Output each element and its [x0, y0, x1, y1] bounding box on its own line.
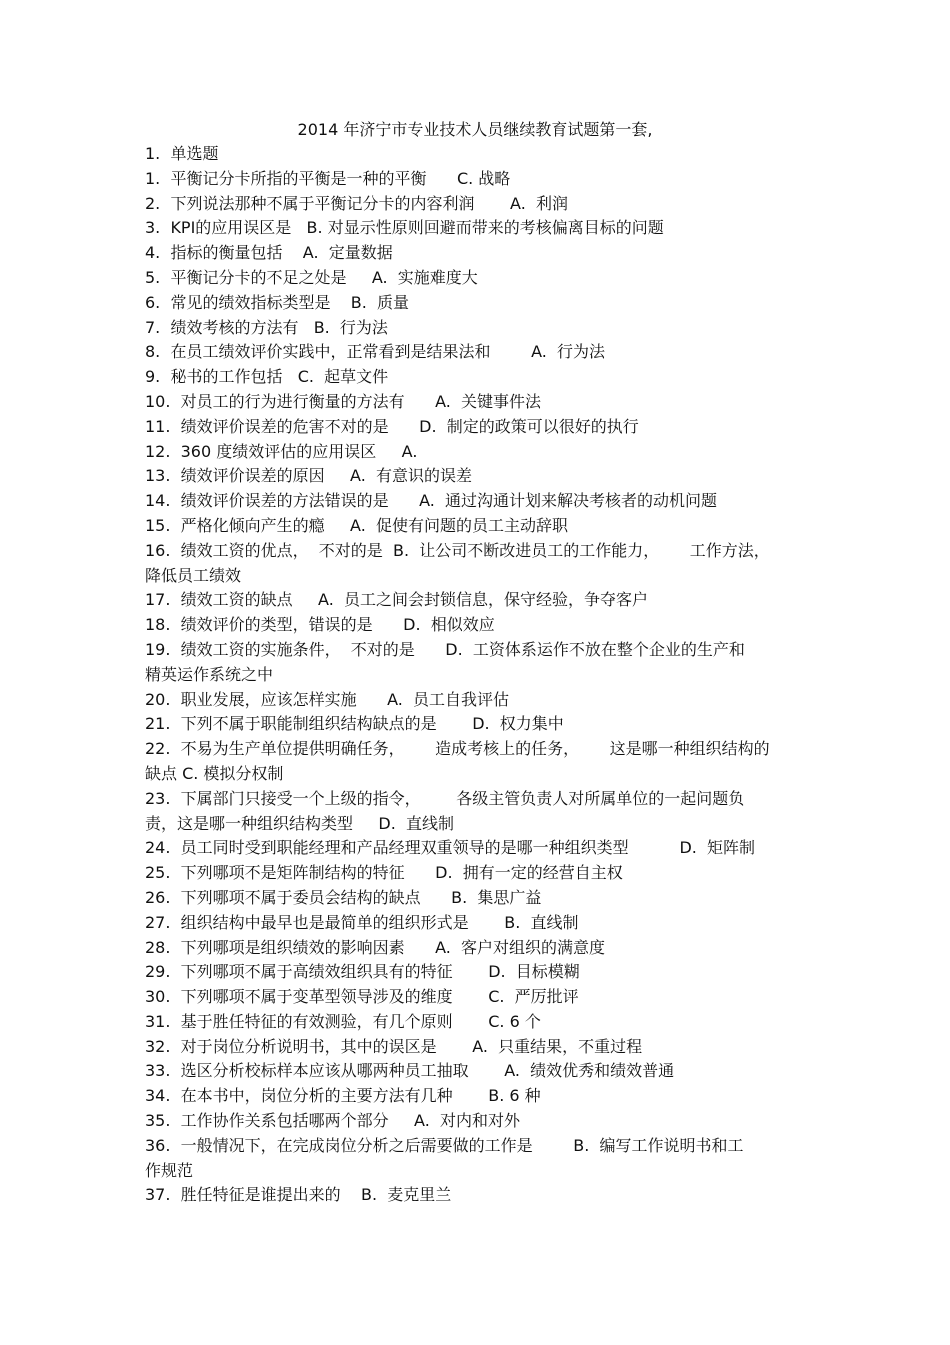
question-line: 37. 胜任特征是谁提出来的 B. 麦克里兰	[145, 1185, 452, 1205]
question-line: 5. 平衡记分卡的不足之处是 A. 实施难度大	[145, 267, 478, 287]
question-line: 30. 下列哪项不属于变革型领导涉及的维度 C. 严厉批评	[145, 987, 579, 1007]
question-line: 17. 绩效工资的缺点 A. 员工之间会封锁信息，保守经验，争夺客户	[145, 590, 648, 610]
question-line: 35. 工作协作关系包括哪两个部分 A. 对内和对外	[145, 1111, 520, 1131]
question-line: 33. 选区分析校标样本应该从哪两种员工抽取 A. 绩效优秀和绩效普通	[145, 1061, 675, 1081]
question-line: 16. 绩效工资的优点， 不对的是 B. 让公司不断改进员工的工作能力， 工作方法，	[145, 540, 770, 560]
question-line: 1. 单选题	[145, 144, 219, 163]
question-line: 19. 绩效工资的实施条件， 不对的是 D. 工资体系运作不放在整个企业的生产和	[145, 639, 745, 659]
question-line: 29. 下列哪项不属于高绩效组织具有的特征 D. 目标模糊	[145, 962, 580, 982]
question-line: 7. 绩效考核的方法有 B. 行为法	[145, 317, 388, 337]
question-line: 25. 下列哪项不是矩阵制结构的特征 D. 拥有一定的经营自主权	[145, 863, 623, 883]
question-line: 13. 绩效评价误差的原因 A. 有意识的误差	[145, 466, 472, 486]
question-line: 27. 组织结构中最早也是最简单的组织形式是 B. 直线制	[145, 912, 579, 932]
question-line: 31. 基于胜任特征的有效测验，有几个原则 C. 6 个	[145, 1011, 541, 1031]
question-line: 责，这是哪一种组织结构类型 D. 直线制	[145, 813, 455, 833]
question-line: 14. 绩效评价误差的方法错误的是 A. 通过沟通计划来解决考核者的动机问题	[145, 491, 718, 511]
question-line: 12. 360 度绩效评估的应用误区 A.	[145, 441, 418, 461]
question-line: 22. 不易为生产单位提供明确任务， 造成考核上的任务， 这是哪一种组织结构的	[145, 739, 770, 759]
question-line: 降低员工绩效	[145, 565, 242, 585]
question-line: 32. 对于岗位分析说明书，其中的误区是 A. 只重结果，不重过程	[145, 1036, 643, 1056]
question-line: 36. 一般情况下，在完成岗位分析之后需要做的工作是 B. 编写工作说明书和工	[145, 1135, 744, 1155]
question-line: 24. 员工同时受到职能经理和产品经理双重领导的是哪一种组织类型 D. 矩阵制	[145, 838, 756, 858]
question-line: 11. 绩效评价误差的危害不对的是 D. 制定的政策可以很好的执行	[145, 416, 639, 436]
question-line: 23. 下属部门只接受一个上级的指令， 各级主管负责人对所属单位的一起问题负	[145, 788, 745, 808]
document-title: 2014 年济宁市专业技术人员继续教育试题第一套,	[297, 120, 653, 139]
question-line: 6. 常见的绩效指标类型是 B. 质量	[145, 292, 410, 312]
question-line: 10. 对员工的行为进行衡量的方法有 A. 关键事件法	[145, 391, 542, 411]
question-line: 21. 下列不属于职能制组织结构缺点的是 D. 权力集中	[145, 714, 564, 734]
question-line: 缺点 C. 模拟分权制	[145, 763, 284, 783]
question-line: 精英运作系统之中	[145, 664, 274, 684]
question-line: 作规范	[145, 1160, 194, 1180]
question-line: 15. 严格化倾向产生的瘾 A. 促使有问题的员工主动辞职	[145, 515, 568, 535]
question-line: 3. KPI的应用误区是 B. 对显示性原则回避而带来的考核偏离目标的问题	[145, 218, 664, 238]
question-line: 20. 职业发展，应该怎样实施 A. 员工自我评估	[145, 689, 510, 709]
question-line: 26. 下列哪项不属于委员会结构的缺点 B. 集思广益	[145, 887, 542, 907]
question-line: 2. 下列说法那种不属于平衡记分卡的内容利润 A. 利润	[145, 193, 568, 213]
question-line: 18. 绩效评价的类型，错误的是 D. 相似效应	[145, 615, 495, 635]
question-line: 9. 秘书的工作包括 C. 起草文件	[145, 367, 389, 387]
question-line: 28. 下列哪项是组织绩效的影响因素 A. 客户对组织的满意度	[145, 937, 606, 957]
question-line: 8. 在员工绩效评价实践中，正常看到是结果法和 A. 行为法	[145, 342, 606, 362]
question-line: 1. 平衡记分卡所指的平衡是一种的平衡 C. 战略	[145, 168, 511, 188]
question-line: 34. 在本书中，岗位分析的主要方法有几种 B. 6 种	[145, 1086, 541, 1106]
question-line: 4. 指标的衡量包括 A. 定量数据	[145, 243, 393, 263]
question-list	[145, 142, 810, 1208]
